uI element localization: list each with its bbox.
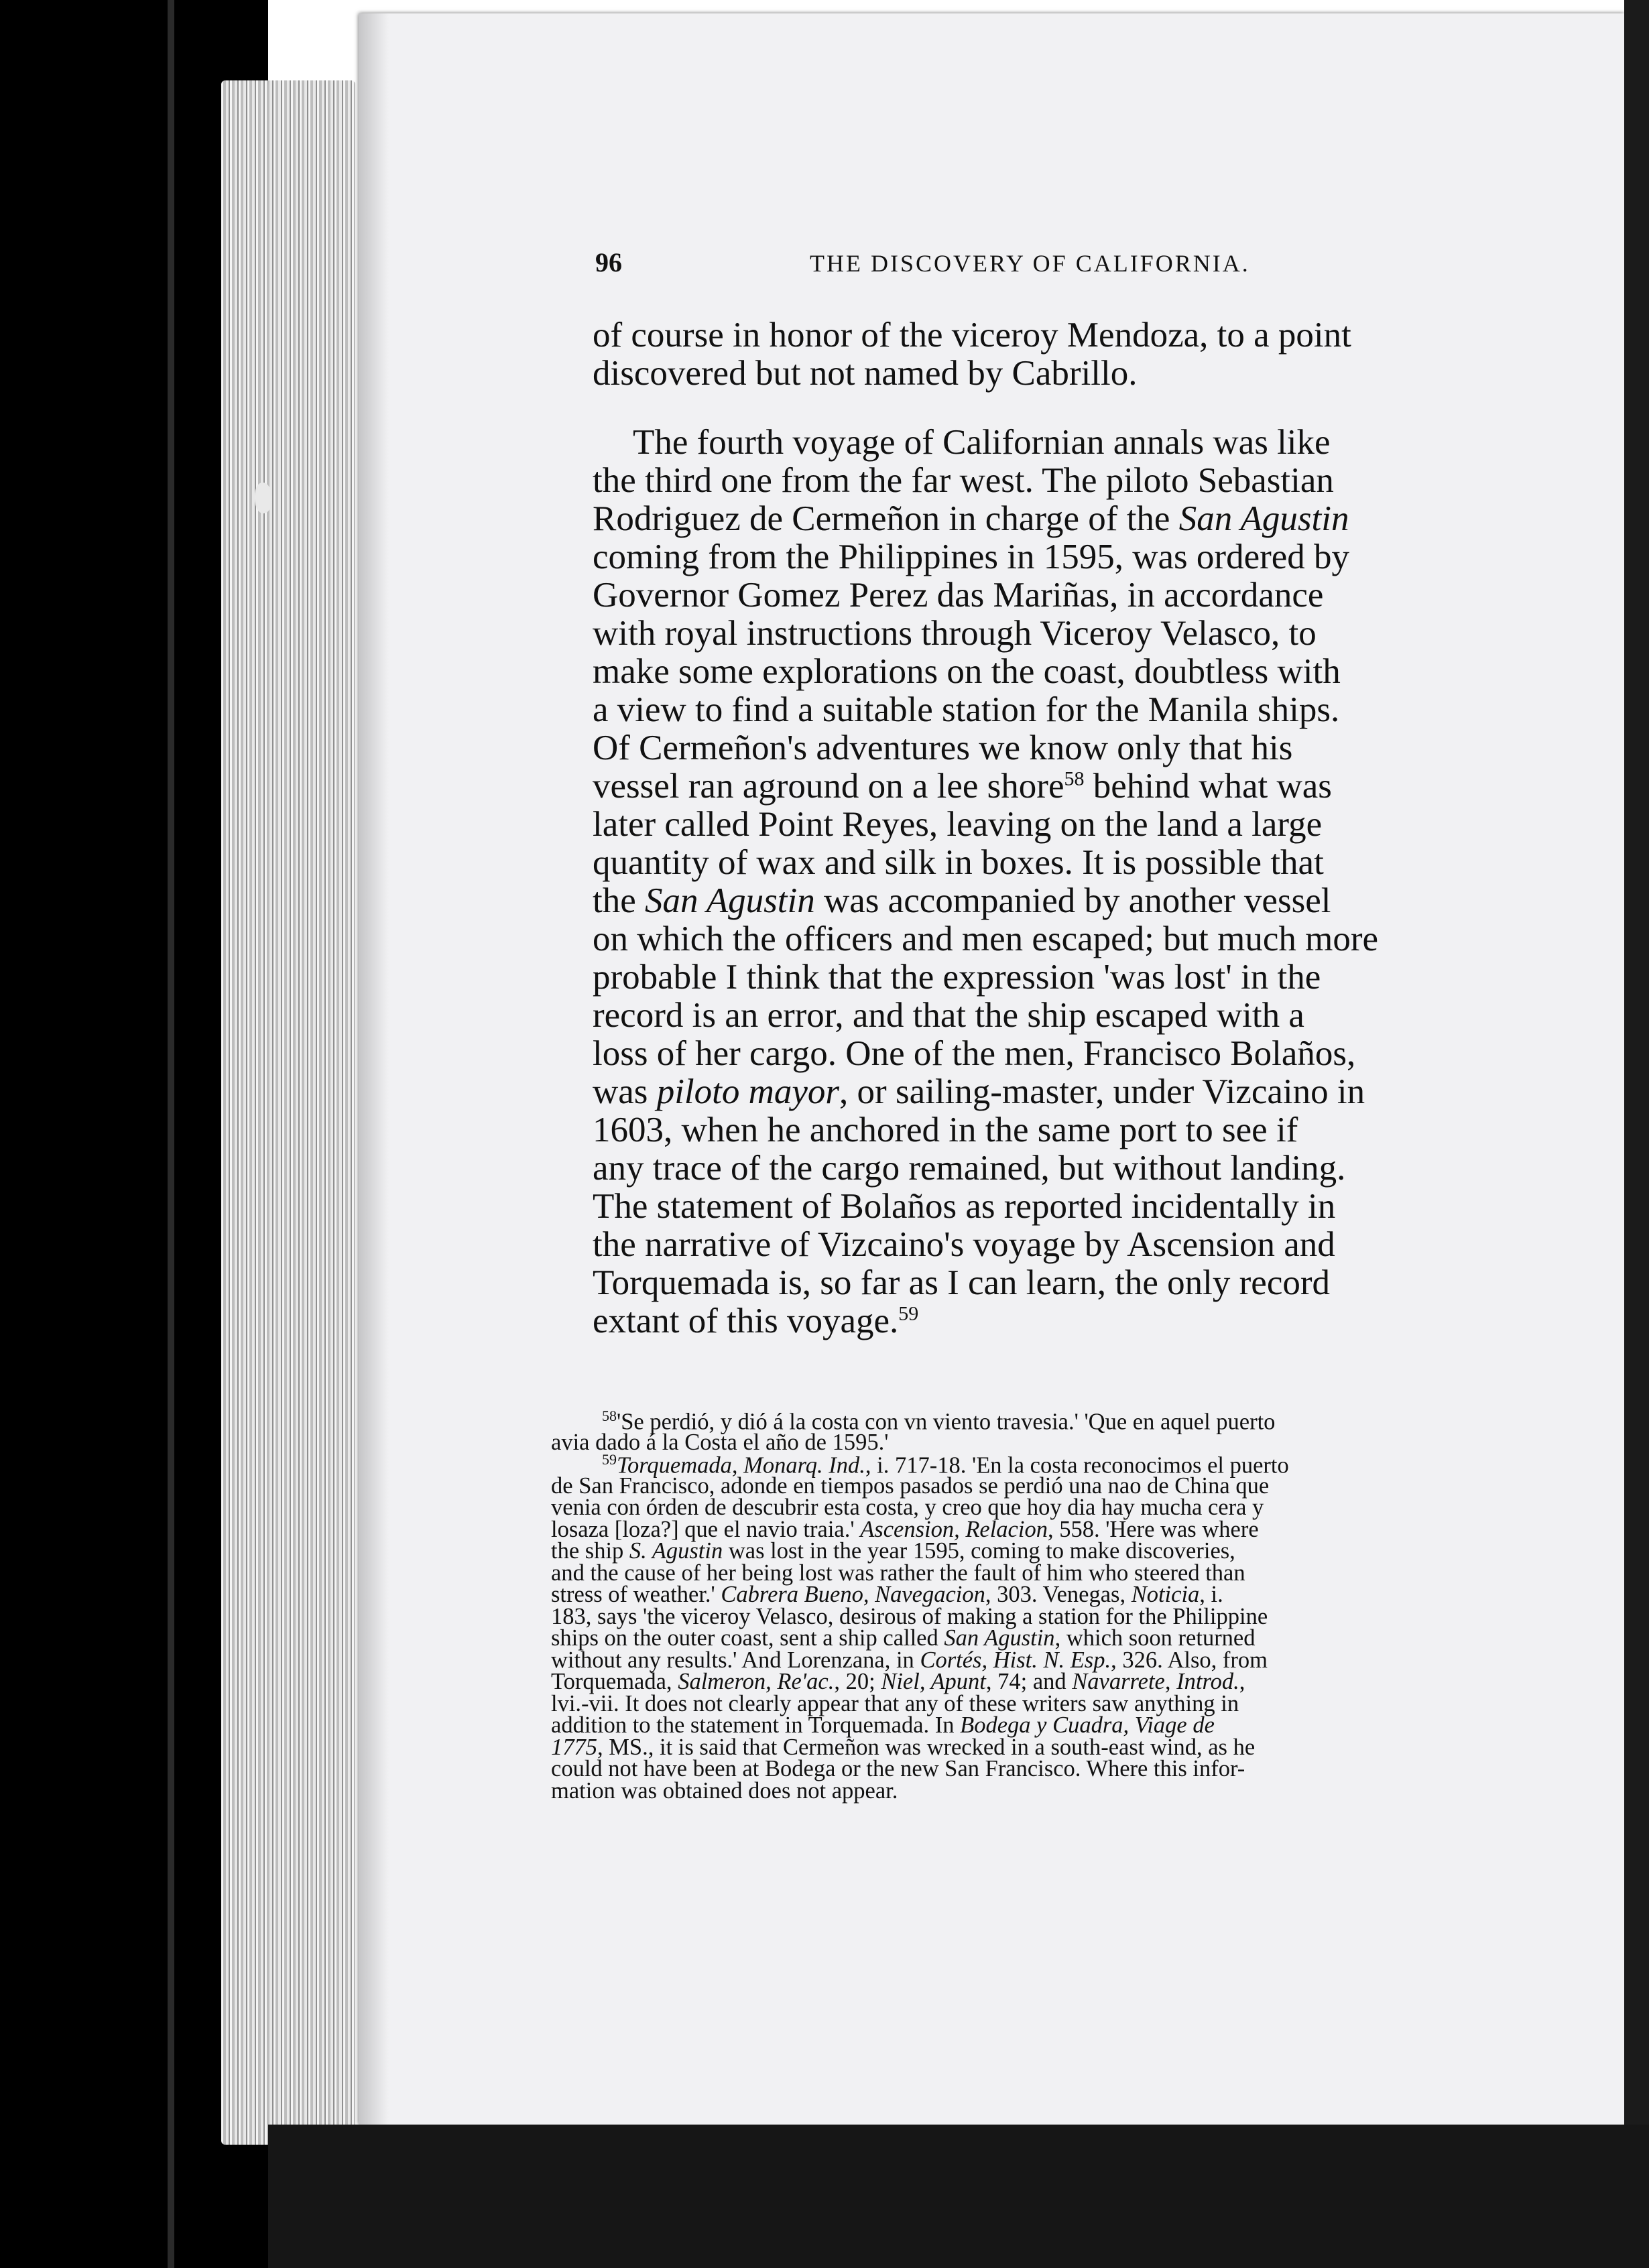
body-line: a view to find a suitable station for the Manila ships. xyxy=(593,690,1340,729)
footnote-line: $^{58}$'Se perdió, y dió á la costa con vn viento travesia.' 'Que en aquel puerto xyxy=(602,1407,1276,1435)
body-line: discovered but not named by Cabrillo. xyxy=(593,354,1138,393)
body-line: The statement of Bolaños as reported incidentally in xyxy=(593,1187,1336,1226)
body-line: the third one from the far west. The piloto Sebastian xyxy=(593,461,1334,500)
body-line: Of Cermeñon's adventures we know only that his xyxy=(593,729,1293,767)
footnote-line: 1775, MS., it is said that Cermeñon was wrecked in a south-east wind, as he xyxy=(551,1734,1256,1760)
body-line: 1603, when he anchored in the same port to see if xyxy=(593,1111,1298,1149)
footnote-line: addition to the statement in Torquemada. In Bodega y Cuadra, Viage de xyxy=(551,1712,1215,1738)
footnote-line: de San Francisco, adonde en tiempos pasados se perdió una nao de China que xyxy=(551,1472,1270,1499)
footnote-line: Torquemada, Salmeron, Re'ac., 20; Niel, Apunt, 74; and Navarrete, Introd., xyxy=(551,1669,1245,1694)
body-line: coming from the Philippines in 1595, was ordered by xyxy=(593,538,1350,576)
body-line: on which the officers and men escaped; but much more xyxy=(593,920,1379,958)
body-line: Governor Gomez Perez das Mariñas, in accordance xyxy=(593,576,1324,615)
footnote-line: avia dado á la Costa el año de 1595.' xyxy=(551,1429,889,1455)
footnote-line: losaza [loza?] que el navio traia.' Ascension, Relacion, 558. 'Here was where xyxy=(551,1516,1259,1542)
body-line: extant of this voyage.$^{59}$ xyxy=(593,1302,919,1340)
body-line: make some explorations on the coast, doubtless with xyxy=(593,652,1341,691)
running-title: THE DISCOVERY OF CALIFORNIA. xyxy=(810,250,1250,277)
body-line: Rodriguez de Cermeñon in charge of the San Agustin xyxy=(593,499,1349,538)
page-stack-edges xyxy=(221,80,355,2145)
body-line: The fourth voyage of Californian annals was like xyxy=(633,423,1331,462)
body-line: probable I think that the expression 'was lost' in the xyxy=(593,958,1321,997)
body-line: of course in honor of the viceroy Mendoza, to a point xyxy=(593,316,1351,355)
footnote-line: $^{59}$Torquemada, Monarq. Ind., i. 717-18. 'En la costa reconocimos el puerto xyxy=(602,1451,1289,1478)
footnote-line: stress of weather.' Cabrera Bueno, Navegacion, 303. Venegas, Noticia, i. xyxy=(551,1582,1223,1607)
footnote-line: without any results.' And Lorenzana, in Cortés, Hist. N. Esp., 326. Also, from xyxy=(551,1647,1268,1673)
footnote-line: mation was obtained does not appear. xyxy=(551,1777,898,1804)
body-line: any trace of the cargo remained, but without landing. xyxy=(593,1149,1346,1188)
body-line: Torquemada is, so far as I can learn, the only record xyxy=(593,1263,1331,1302)
scan-right-edge xyxy=(1624,0,1649,2268)
footnote-line: the ship S. Agustin was lost in the year 1595, coming to make discoveries, xyxy=(551,1538,1235,1564)
gutter-blemish xyxy=(255,483,272,513)
footnote-line: 183, says 'the viceroy Velasco, desirous of making a station for the Philippine xyxy=(551,1603,1268,1629)
gutter-shadow xyxy=(359,13,389,2125)
footnote-line: venia con órden de descubrir esta costa, y creo que hoy dia hay mucha cera y xyxy=(551,1495,1264,1520)
body-line: record is an error, and that the ship escaped with a xyxy=(593,996,1304,1035)
body-line: vessel ran aground on a lee shore$^{58}$ behind what was xyxy=(593,767,1332,806)
book-spine-edge xyxy=(168,0,174,2268)
body-line: loss of her cargo. One of the men, Francisco Bolaños, xyxy=(593,1034,1356,1073)
body-line: later called Point Reyes, leaving on the land a large xyxy=(593,805,1323,844)
body-line: the San Agustin was accompanied by another vessel xyxy=(593,881,1331,920)
body-line: quantity of wax and silk in boxes. It is possible that xyxy=(593,843,1324,882)
footnote-line: ships on the outer coast, sent a ship called San Agustin, which soon returned xyxy=(551,1625,1256,1651)
footnote-line: lvi.-vii. It does not clearly appear that any of these writers saw anything in xyxy=(551,1690,1239,1716)
body-line: the narrative of Vizcaino's voyage by Ascension and xyxy=(593,1225,1335,1264)
footnote-line: could not have been at Bodega or the new San Francisco. Where this infor- xyxy=(551,1756,1245,1781)
footnote-line: and the cause of her being lost was rather the fault of him who steered than xyxy=(551,1560,1245,1586)
page-header xyxy=(595,247,1467,287)
scan-bottom-background xyxy=(268,2125,1649,2268)
page-number: 96 xyxy=(595,247,622,277)
body-line: was piloto mayor, or sailing-master, under Vizcaino in xyxy=(593,1072,1365,1111)
body-line: with royal instructions through Viceroy Velasco, to xyxy=(593,614,1317,653)
